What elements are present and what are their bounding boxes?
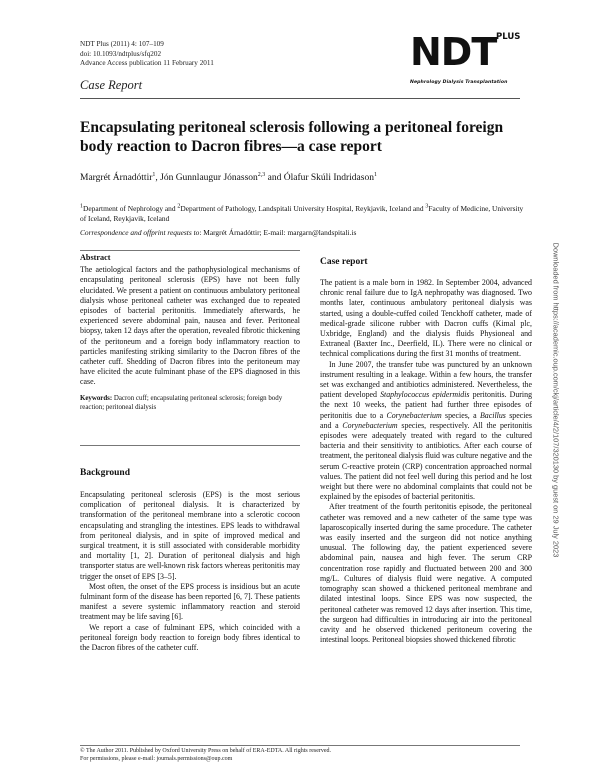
background-paragraph: We report a case of fulminant EPS, which coincided with a peritoneal foreign body reaction to foreign body fibres identical to the Dacron fibres of the catheter cuff. (80, 622, 300, 653)
case-text: species and a (320, 410, 532, 430)
journal-doi: doi: 10.1093/ndtplus/sfq202 (80, 49, 162, 58)
copyright-line: © The Author 2011. Published by Oxford University Press on behalf of ERA-EDTA. All rights reserved. (80, 748, 332, 754)
background-paragraph: Most often, the onset of the EPS process is insidious but an acute fulminant form of the disease has been reported [6, 7]. These patients manifest a severe systemic inflammatory reaction and steroid treatment may be life saving [6]. (80, 581, 300, 622)
abstract (80, 253, 300, 412)
case-paragraph: The patient is a male born in 1982. In September 2004, advanced chronic renal failure due to IgA nephropathy was diagnosed. Two months later, continuous ambulatory peritoneal dialysis was started, using a double-cuffed coiled Tenckhoff catheter, made of medical-grade silicone rubber with Dacron cuffs (Kimal plc, Uxbridge, England) and the dialysis fluids Physioneal and Extraneal (Baxter Inc., Deerfield, IL). There were no clinical or technical complications during the first 31 months of treatment. (320, 278, 532, 359)
journal-citation: NDT Plus (2011) 4: 107–109 (80, 40, 164, 48)
section-label: Case Report (80, 78, 143, 92)
keywords (80, 394, 300, 412)
author-affiliation-mark: 1 (152, 171, 156, 178)
affiliation-mark: 1 (80, 203, 83, 210)
affiliation-mark: 2 (177, 203, 181, 210)
organism-name: Staphylococcus epidermidis (380, 390, 470, 400)
case-text: species, a (441, 410, 480, 420)
abstract-top-divider (80, 250, 300, 251)
permissions-line: For permissions, please e-mail: journals.permissions@oup.com (80, 755, 233, 762)
correspondence-label: Correspondence and offprint requests to (80, 228, 200, 237)
affiliation-mark: 3 (425, 203, 429, 210)
affiliation-text: Faculty of Medicine, University of Iceland, Reykjavik, Iceland (80, 204, 524, 223)
keywords-text: Dacron cuff; encapsulating peritoneal sclerosis; foreign body reaction; peritoneal dialysis (80, 394, 283, 411)
author-separator: , (155, 173, 161, 183)
keywords-label: Keywords: (80, 394, 113, 402)
case-report-heading: Case report (320, 257, 368, 267)
journal-meta (80, 40, 214, 69)
author-name: Margrét Árnadóttir (80, 173, 153, 183)
author-affiliation-mark: 1 (373, 171, 377, 178)
logo-plus: PLUS (496, 32, 521, 42)
organism-name: Corynebacterium (342, 420, 398, 430)
ndt-plus-logo (410, 30, 522, 92)
affiliations (80, 204, 530, 224)
case-report-section (320, 278, 532, 645)
case-paragraph: After treatment of the fourth peritonitis episode, the peritoneal catheter was removed and a new catheter of the same type was laparoscopically inserted during the same procedure. The catheter was easily inserted and the surgeon did not notice anything unusual. The following day, the patient experienced severe abdominal pain, nausea and high fever. The serum CRP concentration rose rapidly and fluctuated between 200 and 300 mg/L. Cultures of dialysis fluid were negative. A computed tomography scan showed a thickened peritoneal membrane and dilated intestinal loops. Since EPS was now suspected, the peritoneal catheter was removed 12 days after insertion. This time, the surgeon had difficulties in introducing air into the peritoneal cavity and he observed thickened peritoneum covering the intestinal loops. Peritoneal biopsies showed thickened fibrotic (320, 502, 532, 645)
logo-subtitle: Nephrology Dialysis Transplantation (410, 80, 508, 85)
organism-name: Corynebacterium (386, 410, 442, 420)
journal-publication-date: Advance Access publication 11 February 2011 (80, 59, 214, 67)
download-watermark: Downloaded from https://academic.oup.com/ckj/article/4/2/107/320130 by guest on 29 July 2023 (551, 242, 561, 558)
abstract-text: The aetiological factors and the pathophysiological mechanisms of encapsulating peritoneal sclerosis (EPS) have not been fully elucidated. We present a patient on continuous ambulatory peritoneal dialysis whose peritoneal catheter was exchanged due to repeated episodes of bacterial peritonitis. Immediately afterwards, he experienced severe abdominal pain, nausea and fever. Peritoneal biopsy, taken 12 days after the operation, revealed fibrotic thickening of the peritoneum and a foreign body inflammatory reaction to particles manifesting striking similarity to the Dacron fibres of the catheter cuff. Shedding of Dacron fibres into the peritoneum may have elicited the acute fulminant phase of the EPS diagnosed in this case. (80, 265, 300, 387)
background-heading: Background (80, 468, 130, 478)
footer-divider (80, 745, 520, 746)
copyright-footer (80, 748, 331, 763)
header-divider (80, 98, 520, 99)
case-text: peritonitis. During the next 10 weeks, the patient had further three episodes of peritonitis due to a (320, 390, 533, 420)
case-text: species, respectively. All the peritonitis episodes were adequately treated with regard to the cultured bacteria and their sensitivity to antibiotics. After each course of treatment, the peritoneal dialysis fluid was culture negative and the serum C-reactive protein (CRP) concentration approached normal values. The patient did not feel well during this period and he lost weight but there were no abdominal complaints that could not be explained by the episodes of bacterial peritonitis. (320, 420, 532, 502)
correspondence-text: : Margrét Árnadóttir; E-mail: margarn@landspitali.is (199, 228, 357, 237)
affiliation-text: Department of Nephrology and (83, 204, 178, 213)
correspondence (80, 228, 530, 237)
background-section (80, 490, 300, 653)
case-text: In June 2007, the transfer tube was punctured by an unknown instrument resulting in a leakage. Within a few hours, the transfer set was exchanged and antibiotics administered. Nevertheless, the patient developed (320, 359, 532, 400)
paper-title: Encapsulating peritoneal sclerosis following a peritoneal foreign body reaction to Dacron fibres—a case report (80, 119, 504, 155)
author-separator: and (265, 173, 284, 183)
background-paragraph: Encapsulating peritoneal sclerosis (EPS) is the most serious complication of peritoneal dialysis. It is characterized by transformation of the peritoneal membrane into a sclerotic cocoon encapsulating and strangling the intestines. EPS leads to withdrawal from peritoneal dialysis, and in spite of improved medical and surgical treatment, it is still associated with considerable morbidity and mortality [1, 2]. Duration of peritoneal dialysis and high transporter status are well-known risk factors whereas peritonitis may trigger the onset of EPS [3–5]. (80, 490, 300, 581)
case-paragraph (320, 360, 532, 503)
author-list (80, 173, 530, 183)
organism-name: Bacillus (479, 410, 506, 420)
affiliation-text: Department of Pathology, Landspitali University Hospital, Reykjavik, Iceland and (180, 204, 426, 213)
logo-main: NDT (410, 30, 497, 74)
author-name: Ólafur Skúli Indridason (283, 173, 374, 183)
abstract-heading: Abstract (80, 253, 111, 262)
abstract-bottom-divider (80, 445, 300, 446)
author-affiliation-mark: 2,3 (257, 171, 266, 178)
author-name: Jón Gunnlaugur Jónasson (160, 173, 258, 183)
